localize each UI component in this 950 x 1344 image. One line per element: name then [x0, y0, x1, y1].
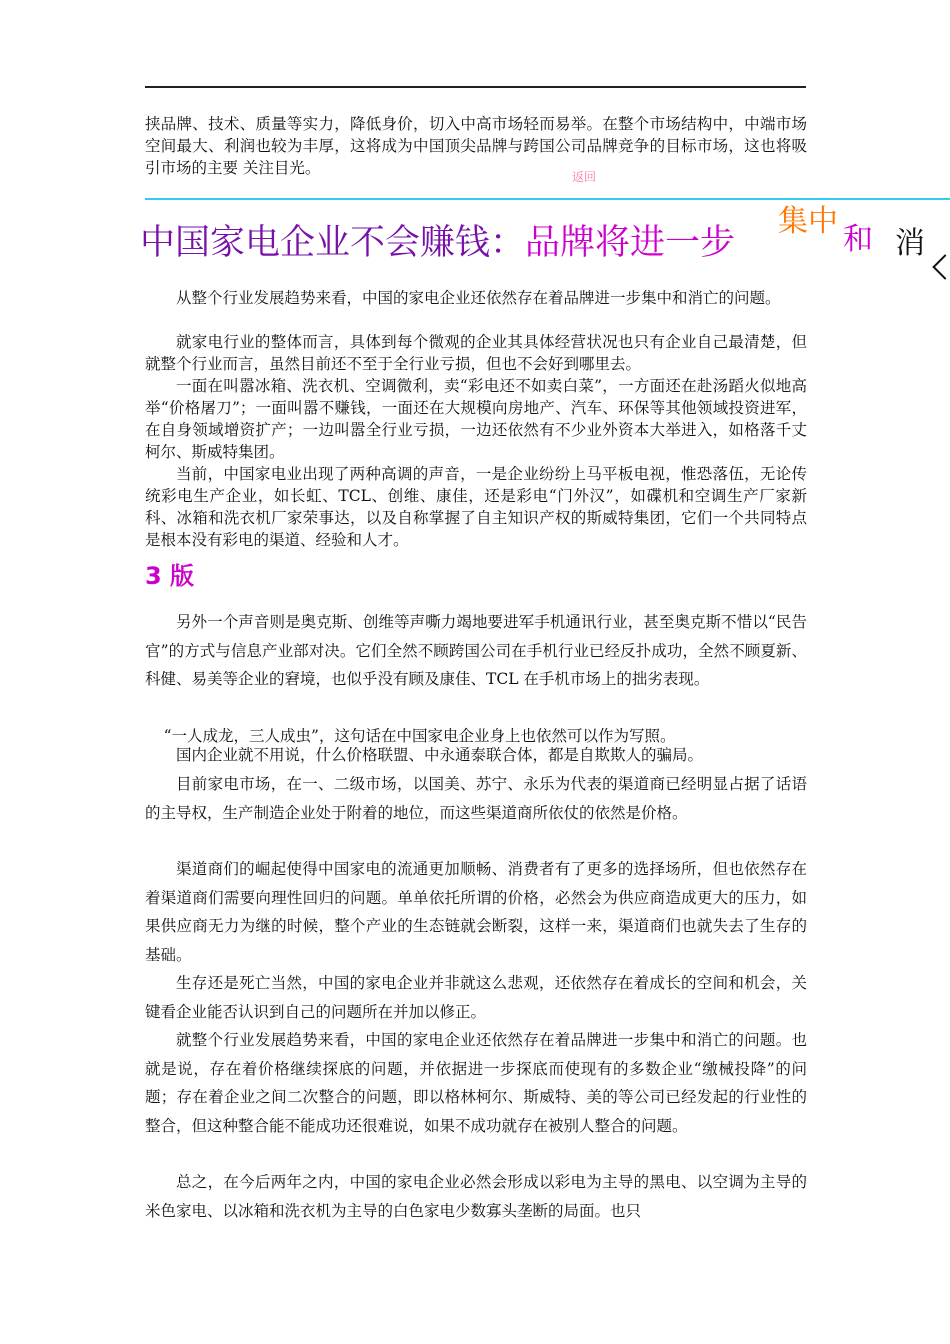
headline-word-and: 和	[843, 222, 873, 257]
paragraph-b7: 就整个行业发展趋势来看，中国的家电企业还依然存在着品牌进一步集中和消亡的问题。也就是说，存在着价格继续探底的问题，并依据进一步探底而使现有的多数企业“缴械投降”的问题；存在着企业之间二次整合的问题，即以格林柯尔、斯威特、美的等公司已经发起的行业性的整合，但这种整合能不能成功还很难说，如果不成功就存在被别人整合的问题。	[145, 1031, 807, 1135]
paragraph-b5: 渠道商们的崛起使得中国家电的流通更加顺畅、消费者有了更多的选择场所，但也依然存在着渠道商们需要向理性回归的问题。单单依托所谓的价格，必然会为供应商造成更大的压力，如果供应商无力为继的时候，整个产业的生态链就会断裂，这样一来，渠道商们也就失去了生存的基础。	[145, 860, 807, 964]
section-label: 3 版	[145, 562, 195, 590]
paragraph-b3: 国内企业就不用说，什么价格联盟、中永通泰联合体，都是自欺欺人的骗局。	[176, 746, 704, 764]
paragraph-b1: 另外一个声音则是奥克斯、创维等声嘶力竭地要进军手机通讯行业，甚至奥克斯不惜以“民告官”的方式与信息产业部对决。它们全然不顾跨国公司在手机行业已经反扑成功，全然不顾夏新、科健、易美等企业的窘境，也似乎没有顾及康佳、TCL 在手机市场上的拙劣表现。	[145, 613, 807, 688]
paragraph-b2: “一人成龙，三人成虫”，这句话在中国家电企业身上也依然可以作为写照。	[163, 727, 676, 745]
headline-part-2: 品牌将进一步	[525, 223, 736, 263]
paragraph-a4: 当前，中国家电业出现了两种高调的声音，一是企业纷纷上马平板电视，惟恐落伍，无论传统彩电生产企业，如长虹、TCL、创维、康佳，还是彩电“门外汉”，如碟机和空调生产厂家新科、冰箱和洗衣机厂家荣事达，以及自称掌握了自主知识产权的斯威特集团，它们一个共同特点是根本没有彩电的渠道、经验和人才。	[145, 465, 807, 549]
top-paragraph: 挟品牌、技术、质量等实力，降低身价，切入中高市场轻而易举。在整个市场结构中，中端市场空间最大、利润也较为丰厚，这将成为中国顶尖品牌与跨国公司品牌竞争的目标市场，这也将吸引市场的主要 关注目光。	[145, 115, 807, 177]
paragraph-b8: 总之，在今后两年之内，中国的家电企业必然会形成以彩电为主导的黑电、以空调为主导的米色家电、以冰箱和洗衣机为主导的白色家电少数寡头垄断的局面。也只	[145, 1173, 807, 1220]
headline-word-concentrate: 集中	[778, 204, 838, 239]
headline-word-eliminate: 消	[895, 226, 925, 261]
top-divider	[145, 86, 806, 88]
back-link[interactable]: 返回	[572, 170, 597, 184]
paragraph-a1: 从整个行业发展趋势来看，中国的家电企业还依然存在着品牌进一步集中和消亡的问题。	[176, 289, 781, 307]
paragraph-b6: 生存还是死亡当然，中国的家电企业并非就这么悲观，还依然存在着成长的空间和机会，关键看企业能否认识到自己的问题所在并加以修正。	[145, 974, 807, 1021]
paragraph-a2: 就家电行业的整体而言，具体到每个微观的企业其具体经营状况也只有企业自己最清楚，但就整个行业而言，虽然目前还不至于全行业亏损，但也不会好到哪里去。	[145, 333, 807, 373]
paragraph-a3: 一面在叫嚣冰箱、洗衣机、空调微利，卖“彩电还不如卖白菜”，一方面还在赴汤蹈火似地高举“价格屠刀”；一面叫嚣不赚钱，一面还在大规模向房地产、汽车、环保等其他领域投资进军，在自身领域增资扩产；一边叫嚣全行业亏损，一边还依然有不少业外资本大举进入，如格落千丈柯尔、斯威特集团。	[145, 377, 807, 461]
section-divider	[145, 198, 950, 200]
paragraph-b4: 目前家电市场，在一、二级市场，以国美、苏宁、永乐为代表的渠道商已经明显占据了话语的主导权，生产制造企业处于附着的地位，而这些渠道商所依仗的依然是价格。	[145, 775, 807, 822]
headline-part-1: 中国家电企业不会赚钱：	[140, 223, 526, 263]
article-headline	[140, 218, 735, 268]
chevron-left-icon	[932, 254, 950, 279]
